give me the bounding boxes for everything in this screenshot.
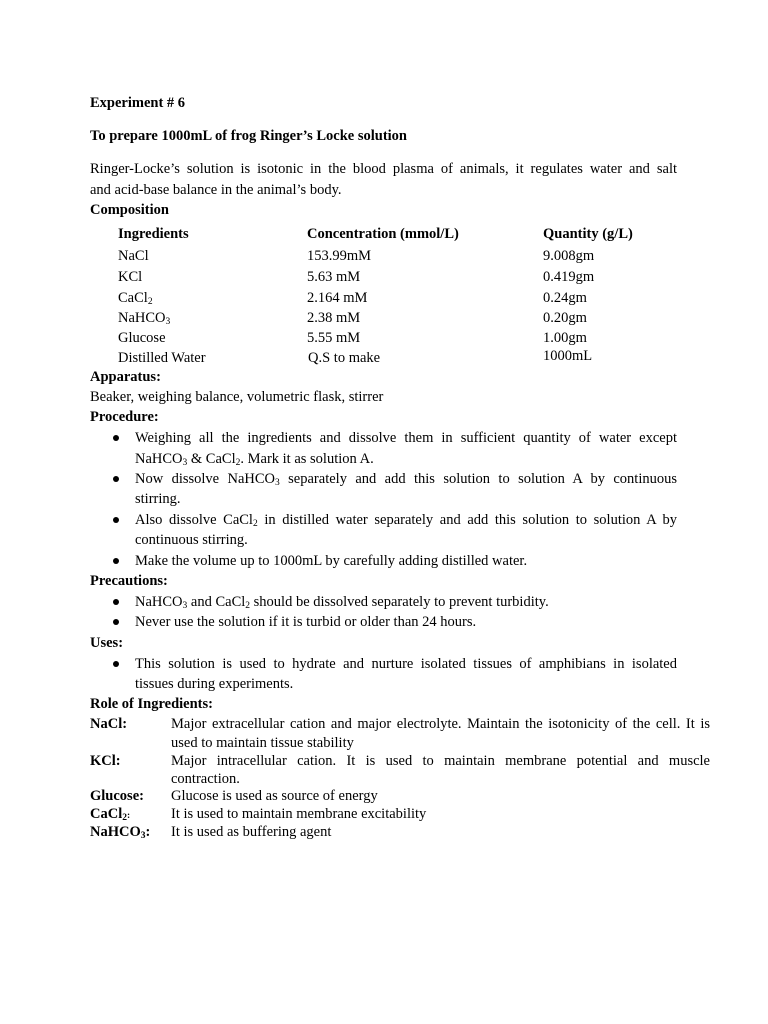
table-cell-quantity: 0.24gm [543,290,587,306]
procedure-step-4: Make the volume up to 1000mL by carefully adding distilled water. [135,553,528,569]
table-header-concentration: Concentration (mmol/L) [307,226,459,242]
role-label-cacl2: CaCl$_2$: [90,806,131,823]
bullet-icon [113,558,119,564]
roles-heading: Role of Ingredients: [90,696,213,712]
bullet-icon [113,476,119,482]
table-cell-quantity: 1000mL [543,348,593,364]
table-cell-concentration: 5.55 mM [307,330,361,346]
bullet-icon [113,661,119,667]
table-cell-ingredient: KCl [118,269,143,285]
precautions-heading: Precautions: [90,573,168,589]
table-cell-concentration: 2.164 mM [307,290,368,306]
table-cell-quantity: 0.20gm [543,310,587,326]
table-cell-concentration: 2.38 mM [307,310,361,326]
table-cell-quantity: 0.419gm [543,269,595,285]
table-cell-quantity: 9.008gm [543,248,595,264]
bullet-icon [113,619,119,625]
experiment-heading: Experiment # 6 [90,95,186,111]
procedure-step-1-line-2: NaHCO$_3$ & CaCl$_2$. Mark it as solution A. [135,451,374,468]
precaution-2: Never use the solution if it is turbid or older than 24 hours. [135,614,477,630]
role-text-nacl-line-2: used to maintain tissue stability [171,735,354,751]
apparatus-heading: Apparatus: [90,369,161,385]
table-cell-quantity: 1.00gm [543,330,587,346]
composition-heading: Composition [90,202,169,218]
table-cell-concentration: 153.99mM [307,248,372,264]
intro-line-1: Ringer-Locke’s solution is isotonic in the blood plasma of animals, it regulates water and salt [90,161,677,177]
procedure-heading: Procedure: [90,409,159,425]
role-text-nahco3: It is used as buffering agent [171,824,332,840]
procedure-step-2-line-2: stirring. [135,491,181,507]
role-text-kcl-line-1: Major intracellular cation. It is used to maintain membrane potential and muscle [171,753,710,769]
procedure-step-1-line-1: Weighing all the ingredients and dissolve them in sufficient quantity of water except [135,430,677,446]
table-cell-ingredient: CaCl$_2$ [118,290,153,307]
table-cell-ingredient: Distilled Water [118,350,206,366]
use-1-line-1: This solution is used to hydrate and nurture isolated tissues of amphibians in isolated [135,656,677,672]
bullet-icon [113,435,119,441]
role-label-nahco3: NaHCO$_3$: [90,824,151,841]
role-text-nacl-line-1: Major extracellular cation and major electrolyte. Maintain the isotonicity of the cell. It is [171,716,710,732]
bullet-icon [113,599,119,605]
bullet-icon [113,517,119,523]
role-text-kcl-line-2: contraction. [171,771,240,787]
table-cell-concentration: 5.63 mM [307,269,361,285]
apparatus-text: Beaker, weighing balance, volumetric flask, stirrer [90,389,384,405]
uses-heading: Uses: [90,635,124,651]
role-label-kcl: KCl: [90,753,121,769]
precaution-1: NaHCO$_3$ and CaCl$_2$ should be dissolved separately to prevent turbidity. [135,594,549,611]
table-cell-concentration: Q.S to make [308,350,381,366]
procedure-step-2-line-1: Now dissolve NaHCO$_3$ separately and add this solution to solution A by continuous [135,471,677,488]
use-1-line-2: tissues during experiments. [135,676,294,692]
role-label-glucose: Glucose: [90,788,144,804]
page-title: To prepare 1000mL of frog Ringer’s Locke solution [90,128,407,144]
table-header-ingredients: Ingredients [118,226,189,242]
table-header-quantity: Quantity (g/L) [543,226,633,242]
procedure-step-3-line-2: continuous stirring. [135,532,248,548]
intro-line-2: and acid-base balance in the animal’s body. [90,182,342,198]
role-label-nacl: NaCl: [90,716,128,732]
role-text-cacl2: It is used to maintain membrane excitability [171,806,427,822]
procedure-step-3-line-1: Also dissolve CaCl$_2$ in distilled water separately and add this solution to solution A by [135,512,677,529]
table-cell-ingredient: NaHCO$_3$ [118,310,171,327]
table-cell-ingredient: NaCl [118,248,149,264]
role-text-glucose: Glucose is used as source of energy [171,788,378,804]
table-cell-ingredient: Glucose [118,330,166,346]
